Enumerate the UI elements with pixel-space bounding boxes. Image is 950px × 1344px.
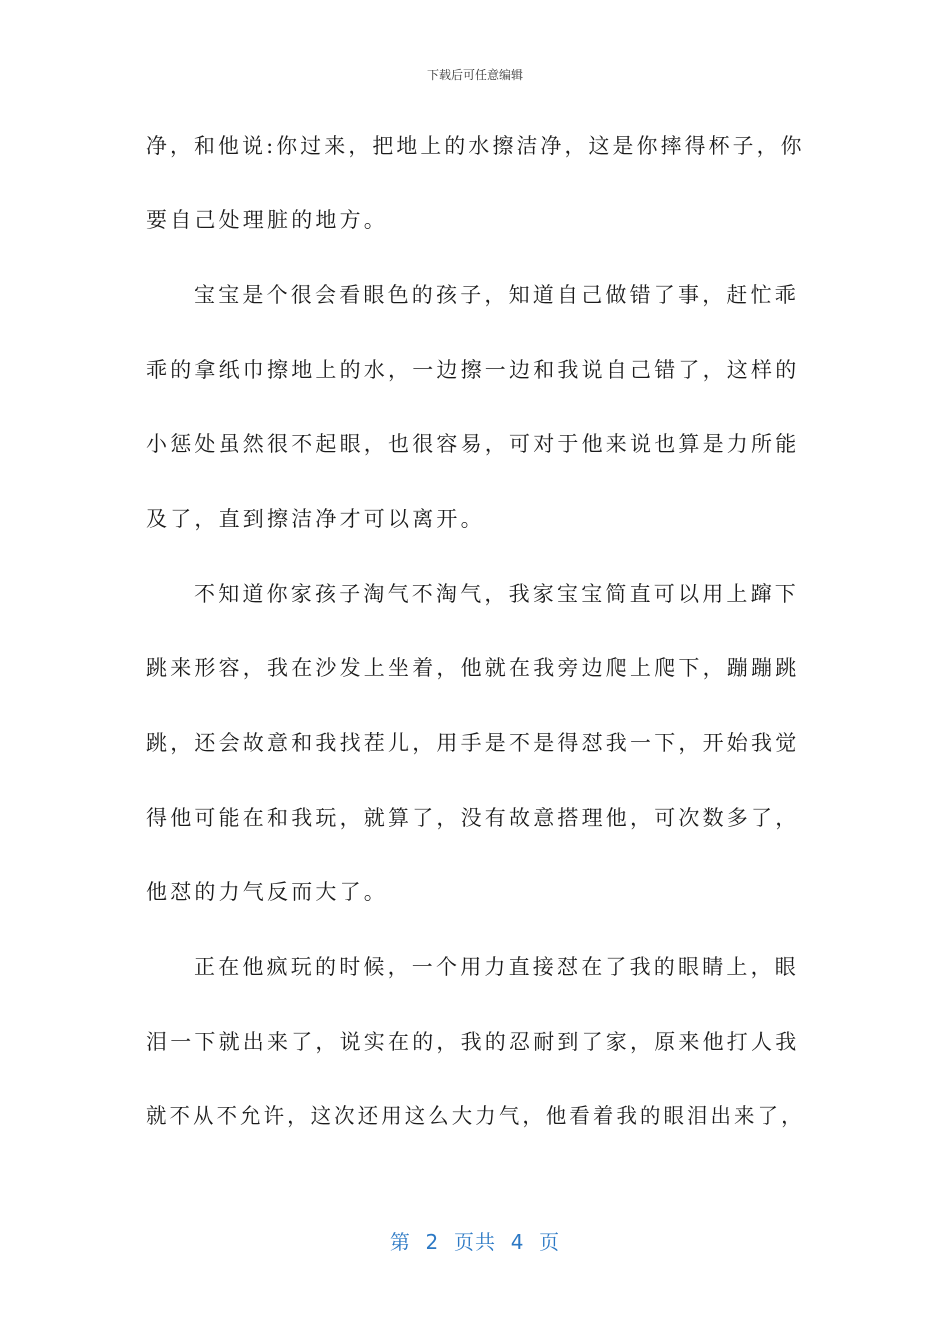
text-line-5: 小惩处虽然很不起眼，也很容易，可对于他来说也算是力所能 (146, 432, 800, 456)
text-line-13: 泪一下就出来了，说实在的，我的忍耐到了家，原来他打人我 (146, 1030, 800, 1054)
text-line-8: 跳来形容，我在沙发上坐着，他就在我旁边爬上爬下，蹦蹦跳 (146, 656, 800, 680)
text-line-10: 得他可能在和我玩，就算了，没有故意搭理他，可次数多了， (146, 806, 800, 830)
text-line-7: 不知道你家孩子淘气不淘气，我家宝宝简直可以用上蹿下 (194, 582, 799, 606)
text-line-6: 及了，直到擦洁净才可以离开。 (146, 507, 485, 531)
text-line-9: 跳，还会故意和我找茬儿，用手是不是得怼我一下，开始我觉 (146, 731, 800, 755)
text-line-12: 正在他疯玩的时候，一个用力直接怼在了我的眼睛上，眼 (194, 955, 799, 979)
text-line-2: 要自己处理脏的地方。 (146, 208, 388, 232)
text-line-1: 净，和他说:你过来，把地上的水擦洁净，这是你摔得杯子，你 (146, 134, 805, 158)
text-line-4: 乖的拿纸巾擦地上的水，一边擦一边和我说自己错了，这样的 (146, 358, 800, 382)
text-line-11: 他怼的力气反而大了。 (146, 880, 388, 904)
text-line-14: 就不从不允许，这次还用这么大力气，他看着我的眼泪出来了， (146, 1104, 805, 1128)
page-number-footer: 第 2 页共 4 页 (389, 1230, 561, 1254)
page-header: 下载后可任意编辑 (426, 68, 523, 82)
text-line-3: 宝宝是个很会看眼色的孩子，知道自己做错了事，赶忙乖 (194, 283, 799, 307)
